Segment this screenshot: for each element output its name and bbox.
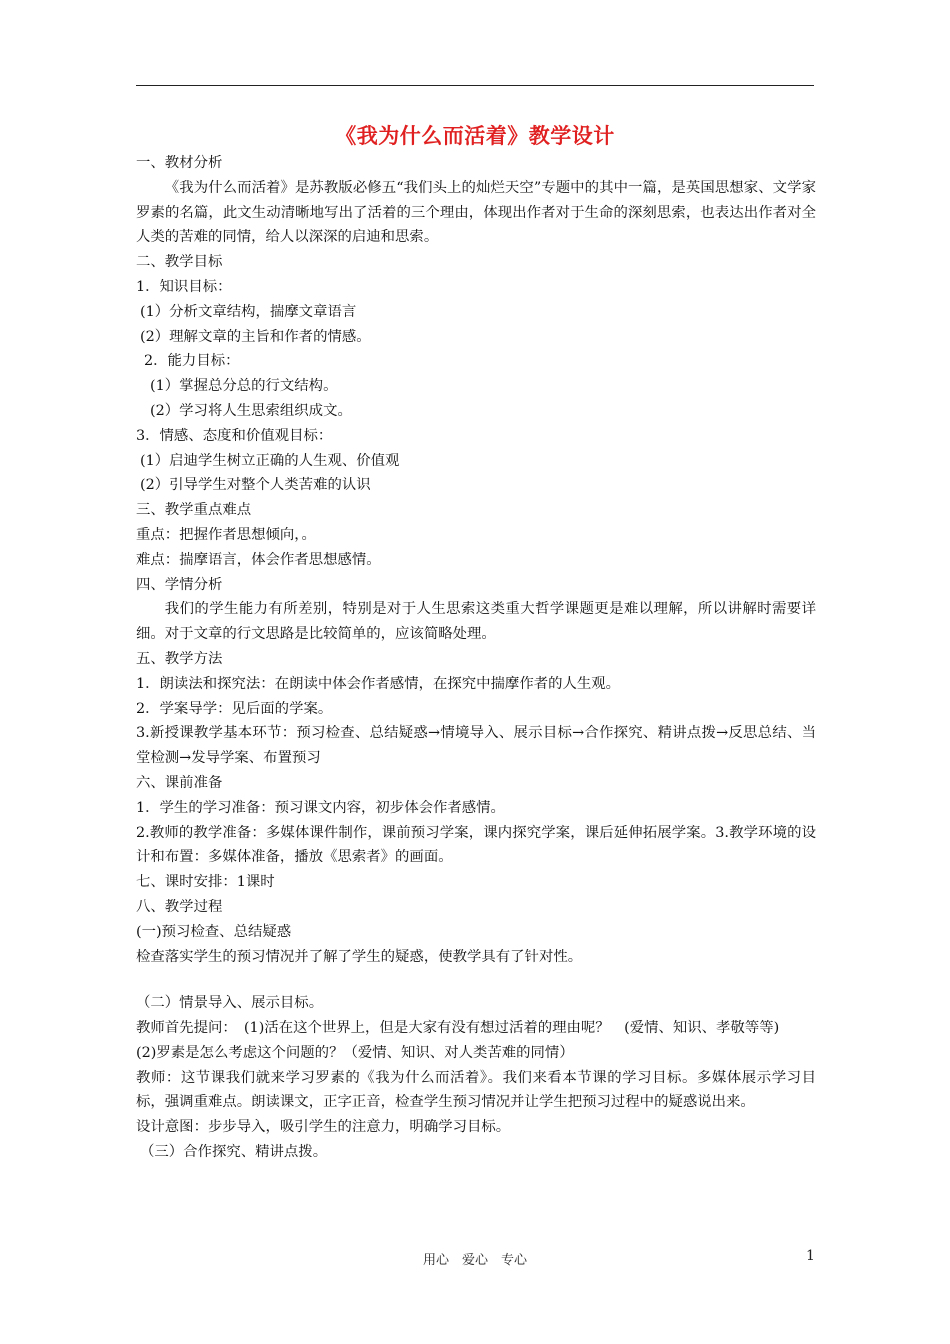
heading-2: 二、教学目标 (136, 254, 223, 271)
page-footer: 用心 爱心 专心 (422, 1253, 527, 1268)
list-item: 1．朗读法和探究法：在朗读中体会作者感情，在探究中揣摩作者的人生观。 (136, 675, 621, 692)
paragraph: (2)罗素是怎么考虑这个问题的？（爱情、知识、对人类苦难的同情） (136, 1044, 574, 1061)
list-item: (1）启迪学生树立正确的人生观、价值观 (140, 452, 400, 469)
paragraph: 教师：这节课我们就来学习罗素的《我为什么而活着》。我们来看本节课的学习目标。多媒体展示学习目标，强调重难点。朗读课文，正字正音，检查学生预习情况并让学生把预习过程中的疑惑说出来。 (136, 1069, 816, 1111)
header-rule (136, 85, 814, 86)
list-item: (1）分析文章结构，揣摩文章语言 (140, 303, 357, 320)
heading-6: 六、课前准备 (136, 774, 223, 791)
list-item: (2）学习将人生思索组织成文。 (150, 402, 352, 419)
heading-3: 三、教学重点难点 (136, 502, 252, 519)
paragraph-student-analysis: 我们的学生能力有所差别，特别是对于人生思索这类重大哲学课题更是难以理解，所以讲解时需要详细。对于文章的行文思路是比较简单的，应该简略处理。 (136, 601, 816, 643)
list-item: 1．知识目标： (136, 278, 232, 295)
document-body (136, 151, 816, 1165)
list-item: 重点：把握作者思想倾向，。 (136, 526, 316, 543)
subheading: （二）情景导入、展示目标。 (136, 995, 324, 1012)
page-number: 1 (806, 1248, 815, 1264)
paragraph: 设计意图：步步导入，吸引学生的注意力，明确学习目标。 (136, 1119, 511, 1136)
heading-4: 四、学情分析 (136, 576, 223, 593)
paragraph: 教师首先提问： (1)活在这个世界上，但是大家有没有想过活着的理由呢？ (爱情、知识、孝敬等等) (136, 1020, 780, 1037)
subheading: (一)预习检查、总结疑惑 (136, 923, 292, 940)
list-item: (2）理解文章的主旨和作者的情感。 (140, 328, 371, 345)
heading-1: 一、教材分析 (136, 155, 223, 171)
paragraph-textbook-analysis: 《我为什么而活着》是苏教版必修五“我们头上的灿烂天空”专题中的其中一篇，是英国思想家、文学家罗素的名篇，此文生动清晰地写出了活着的三个理由，体现出作者对于生命的深刻思索，也表达出作者对全人类的苦难的同情，给人以深深的启迪和思索。 (136, 179, 816, 246)
heading-5: 五、教学方法 (136, 650, 223, 667)
list-item: 难点：揣摩语言，体会作者思想感情。 (136, 551, 381, 568)
document-title: 《我为什么而活着》教学设计 (335, 124, 615, 148)
list-item: (2）引导学生对整个人类苦难的认识 (140, 477, 371, 494)
list-item: (1）掌握总分总的行文结构。 (150, 378, 338, 395)
spacer (136, 969, 816, 991)
heading-8: 八、教学过程 (136, 898, 223, 915)
list-item: 3．情感、态度和价值观目标： (136, 427, 333, 444)
list-item: 1．学生的学习准备：预习课文内容，初步体会作者感情。 (136, 799, 505, 816)
heading-7: 七、课时安排：1课时 (136, 874, 275, 891)
list-item: 3.新授课教学基本环节：预习检查、总结疑惑→情境导入、展示目标→合作探究、精讲点拨→反思总结、当堂检测→发导学案、布置预习 (136, 725, 816, 767)
paragraph: 检查落实学生的预习情况并了解了学生的疑惑，使教学具有了针对性。 (136, 948, 583, 965)
list-item: 2．能力目标： (144, 353, 240, 370)
list-item: 2.教师的教学准备：多媒体课件制作，课前预习学案，课内探究学案，课后延伸拓展学案。3.教学环境的设计和布置：多媒体准备，播放《思索者》的画面。 (136, 824, 816, 866)
subheading: （三）合作探究、精讲点拨。 (140, 1144, 328, 1161)
list-item: 2．学案导学：见后面的学案。 (136, 700, 333, 717)
